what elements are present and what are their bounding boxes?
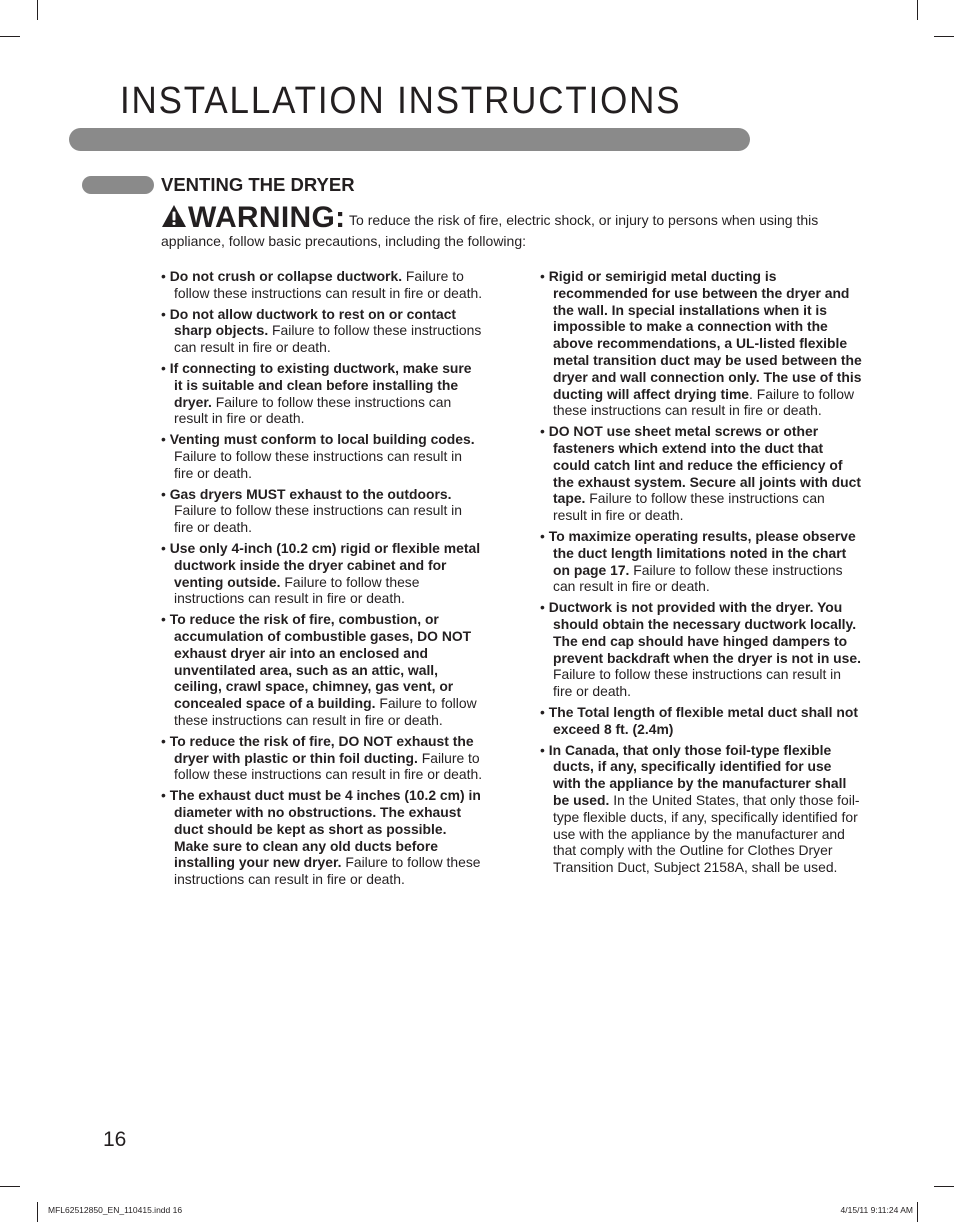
item-bold-text: The Total length of flexible metal duct shall not exceed 8 ft. (2.4m) [548,703,858,737]
item-text: Failure to follow these instructions can result in fire or death. [174,268,483,301]
item-text: Failure to follow these instructions can result in fire or death. [553,666,841,700]
item-bold-text: Gas dryers MUST exhaust to the outdoors. [169,485,452,502]
section-title: VENTING THE DRYER [161,174,355,195]
item-bold-text: To reduce the risk of fire, DO NOT exhaust the dryer with plastic or thin foil ducting. [169,732,474,766]
list-item: • Rigid or semirigid metal ducting is recommended for use between the dryer and the wall. In special installations when it is impossible to make a connection with the above recommendations, a UL-listed flexible metal transition duct may be used between the dryer and wall connection only. The use of this ducting will affect drying time. Failure to follow these instructions can result in fire or death. [540,268,862,419]
item-bold-text: Rigid or semirigid metal ducting is recommended for use between the dryer and the wall. In special installations when it is impossible to make a connection with the above recommendations, a UL-listed flexible metal transition duct may be used between the dryer and wall connection only. The use of this ducting will affect drying time [548,268,862,402]
list-item: • The Total length of flexible metal duct shall not exceed 8 ft. (2.4m) [540,703,858,737]
warning-label: WARNING: [188,201,346,234]
crop-mark [37,1202,38,1222]
right-column [540,268,862,880]
list-item: • To reduce the risk of fire, combustion, or accumulation of combustible gases, DO NOT exhaust dryer air into an enclosed and unventilated area, such as an attic, wall, ceiling, crawl space, chimney, gas vent, or concealed space of a building. Failure to follow these instructions can result in fire or death. [161,611,477,728]
item-bold-text: To reduce the risk of fire, combustion, or accumulation of combustible gases, DO NOT exhaust dryer air into an enclosed and unventilated area, such as an attic, wall, ceiling, crawl space, chimney, gas vent, or concealed space of a building. [169,611,472,712]
item-bold-text: Venting must conform to local building codes. [169,431,475,448]
item-text: Failure to follow these instructions can result in fire or death. [174,695,477,728]
item-text: Failure to follow these instructions can result in fire or death. [174,502,462,536]
crop-mark [0,36,20,37]
list-item: • Do not crush or collapse ductwork. Failure to follow these instructions can result in fire or death. [161,268,483,301]
item-text: Failure to follow these instructions can result in fire or death. [174,854,481,888]
header-bar [69,128,750,151]
list-item: • In Canada, that only those foil-type flexible ducts, if any, specifically identified for use with the appliance by the manufacturer shall be used. In the United States, that only those foil-type flexible ducts, if any, specifically identified for use with the appliance by the manufacturer and that comply with the Outline for Clothes Dryer Transition Duct, Subject 2158A, shall be used. [540,741,860,876]
crop-mark [37,0,38,20]
warning-block [161,203,861,250]
crop-mark [934,36,954,37]
crop-mark [917,0,918,20]
list-item: • Use only 4-inch (10.2 cm) rigid or flexible metal ductwork inside the dryer cabinet and for venting outside. Failure to follow these instructions can result in fire or death. [161,539,481,607]
item-text: Failure to follow these instructions can result in fire or death. [174,393,452,427]
list-item: • Do not allow ductwork to rest on or contact sharp objects. Failure to follow these instructions can result in fire or death. [161,305,482,356]
list-item: • Gas dryers MUST exhaust to the outdoors. Failure to follow these instructions can result in fire or death. [161,485,462,536]
list-item: • The exhaust duct must be 4 inches (10.2 cm) in diameter with no obstructions. The exhaust duct should be kept as short as possible. Make sure to clean any old ducts before installing your new dryer. Failure to follow these instructions can result in fire or death. [161,787,481,888]
item-text: In the United States, that only those foil-type flexible ducts, if any, specifically identified for use with the appliance by the manufacturer and that comply with the Outline for Clothes Dryer Transition Duct, Subject 2158A, shall be used. [553,791,860,876]
item-bold-text: Do not crush or collapse ductwork. [169,268,403,284]
item-text: Failure to follow these instructions can result in fire or death. [174,573,420,607]
item-text: Failure to follow these instructions can result in fire or death. [174,749,483,783]
item-text: Failure to follow these instructions can result in fire or death. [174,322,482,356]
item-text: Failure to follow these instructions can result in fire or death. [174,447,462,481]
crop-mark [934,1186,954,1187]
footer-file: MFL62512850_EN_110415.indd 16 [48,1205,183,1215]
crop-mark [0,1186,20,1187]
item-bold-text: If connecting to existing ductwork, make sure it is suitable and clean before installing the dryer. [169,359,472,410]
item-text: Failure to follow these instructions can result in fire or death. [553,490,825,524]
item-bold-text: To maximize operating results, please observe the duct length limitations noted in the chart on page 17. [548,527,856,578]
list-item: • Ductwork is not provided with the dryer. You should obtain the necessary ductwork locally. The end cap should have hinged dampers to prevent backdraft when the dryer is not in use. Failure to follow these instructions can result in fire or death. [540,599,861,700]
section-pill [82,176,154,194]
item-bold-text: In Canada, that only those foil-type flexible ducts, if any, specifically identified for use with the appliance by the manufacturer shall be used. [548,741,847,808]
page-number: 16 [103,1128,127,1151]
item-bold-text: The exhaust duct must be 4 inches (10.2 cm) in diameter with no obstructions. The exhaust duct should be kept as short as possible. Make sure to clean any old ducts before installing your new dryer. [169,787,481,871]
warning-heading [161,201,345,234]
item-bold-text: Use only 4-inch (10.2 cm) rigid or flexible metal ductwork inside the dryer cabinet and for venting outside. [169,539,481,590]
item-text: . Failure to follow these instructions can result in fire or death. [553,385,855,419]
item-bold-text: DO NOT use sheet metal screws or other fasteners which extend into the duct that could catch lint and reduce the efficiency of the exhaust system. Secure all joints with duct tape. [548,423,861,507]
warning-text: To reduce the risk of fire, electric shock, or injury to persons when using this appliance, follow basic precautions, including the following: [161,212,819,249]
left-column [161,268,483,892]
item-text: Failure to follow these instructions can result in fire or death. [553,561,843,595]
list-item: • Venting must conform to local building codes. Failure to follow these instructions can result in fire or death. [161,431,475,481]
crop-mark [917,1202,918,1222]
warning-triangle-icon [161,204,187,228]
item-bold-text: Do not allow ductwork to rest on or contact sharp objects. [169,305,457,339]
list-item: • If connecting to existing ductwork, make sure it is suitable and clean before installing the dryer. Failure to follow these instructions can result in fire or death. [161,359,472,427]
item-bold-text: Ductwork is not provided with the dryer. You should obtain the necessary ductwork locally. The end cap should have hinged dampers to prevent backdraft when the dryer is not in use. [548,599,861,666]
list-item: • DO NOT use sheet metal screws or other fasteners which extend into the duct that could catch lint and reduce the efficiency of the exhaust system. Secure all joints with duct tape. Failure to follow these instructions can result in fire or death. [540,423,861,524]
list-item: • To maximize operating results, please observe the duct length limitations noted in the chart on page 17. Failure to follow these instructions can result in fire or death. [540,527,856,595]
footer-timestamp: 4/15/11 9:11:24 AM [840,1205,913,1215]
page-title: INSTALLATION INSTRUCTIONS [120,80,682,122]
list-item: • To reduce the risk of fire, DO NOT exhaust the dryer with plastic or thin foil ducting. Failure to follow these instructions can result in fire or death. [161,732,483,783]
